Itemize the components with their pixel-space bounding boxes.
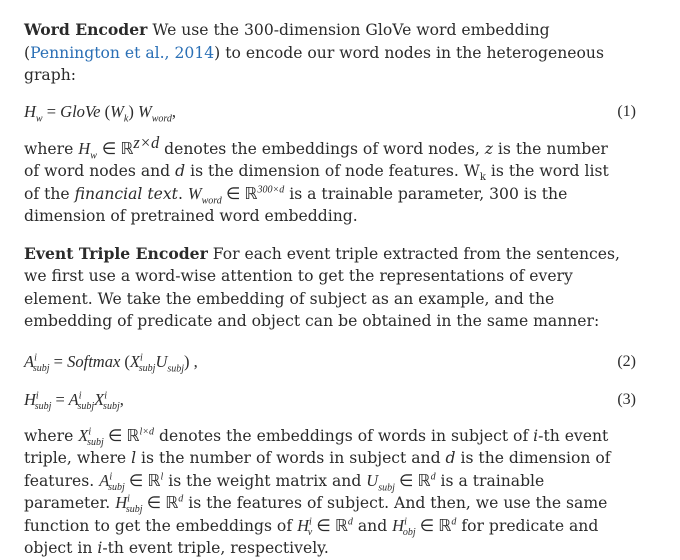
event-triple-encoder-paragraph: Event Triple Encoder For each event triple extracted from the sentences, we first use a word-wise attention to get the representations of every element. We take the embedding of subject as an example, and the embedding of predicate and object can be obtained in the same manner:: [24, 243, 620, 330]
equation-1-number: (1): [617, 102, 636, 120]
pennington-citation-link[interactable]: Pennington et al., 2014: [30, 43, 215, 62]
document-body: [24, 14, 636, 560]
word-encoder-heading: Word Encoder: [24, 20, 148, 39]
word-encoder-description: where $H_w$ ∈ ℝ$^{z\times d}$ denotes the embeddings of word nodes, z is the number of word nodes and d is the dimension of node features. $W_k$ is the word list of the financial text. $W_{word}$ ∈ ℝ$^{300\times d}$ is a trainable parameter, 300 is the dimension of pretrained word embedding.: [24, 132, 609, 225]
equation-3: [24, 387, 636, 413]
event-triple-encoder-description: where $X^i_{subj}$ ∈ ℝ$^{l\times d}$ denotes the embeddings of words in subject of i-th event triple, where l is the number of words in subject and d is the dimension of features. $A^i_{subj}$ ∈ ℝ$^l$ is the weight matrix and $U_{subj}$ ∈ ℝ$^d$ is a trainable parameter. $H^i_{subj}$ ∈ ℝ$^d$ is the features of subject. And then, we use the same function to get the embeddings of $H^i_v$ ∈ ℝ$^d$ and $H^i_{obj}$ ∈ ℝ$^d$ for predicate and object in i-th event triple, respectively.: [24, 425, 611, 557]
equation-1: [24, 99, 636, 125]
equation-2-body: $A^i_{subj}$ = Softmax $(X^i_{subj}U_{subj})$ ,: [24, 351, 198, 374]
word-encoder-paragraph: [24, 19, 624, 87]
word-encoder-intro-end: ) to encode our word nodes in the heterogeneous graph:: [24, 43, 604, 84]
equation-3-body: $H^i_{subj} = A^i_{subj}X^i_{subj}$,: [24, 389, 124, 412]
event-triple-encoder-heading: Event Triple Encoder: [24, 243, 208, 263]
word-encoder-intro: We use the 300-dimension GloVe word embedding (: [24, 21, 550, 62]
equation-2-number: (2): [617, 352, 636, 370]
equation-3-number: (3): [617, 390, 636, 408]
equation-1-body: $H_w$ = GloVe $(W_k)$ $W_{word}$,: [24, 101, 177, 124]
equation-2: [24, 349, 636, 375]
